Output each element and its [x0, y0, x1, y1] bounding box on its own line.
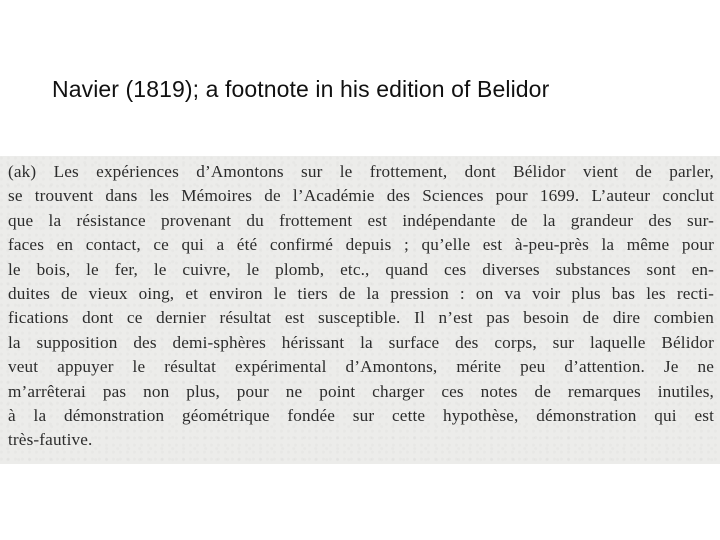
- footnote-line: fications dont ce dernier résultat est susceptible. Il n’est pas besoin de dire combien: [8, 308, 714, 328]
- scanned-footnote-image: [0, 156, 720, 464]
- footnote-line: faces en contact, ce qui a été confirmé depuis ; qu’elle est à-peu-près la même pour: [8, 235, 714, 255]
- footnote-line: veut appuyer le résultat expérimental d’Amontons, mérite peu d’attention. Je ne: [8, 357, 714, 377]
- footnote-text: [8, 160, 714, 453]
- footnote-line: à la démonstration géométrique fondée sur cette hypothèse, démonstration qui est: [8, 405, 714, 425]
- slide-title: Navier (1819); a footnote in his edition of Belidor: [52, 76, 550, 102]
- footnote-line: que la résistance provenant du frottement est indépendante de la grandeur des sur-: [8, 210, 714, 230]
- footnote-line: le bois, le fer, le cuivre, le plomb, etc., quand ces diverses substances sont en-: [8, 259, 714, 279]
- footnote-line: duites de vieux oing, et environ le tiers de la pression : on va voir plus bas les recti-: [8, 283, 714, 303]
- footnote-line: la supposition des demi-sphères hérissant la surface des corps, sur laquelle Bélidor: [8, 332, 714, 352]
- footnote-line: (ak) Les expériences d’Amontons sur le frottement, dont Bélidor vient de parler,: [8, 162, 714, 181]
- footnote-line: m’arrêterai pas non plus, pour ne point charger ces notes de remarques inutiles,: [8, 381, 714, 401]
- footnote-line: très-fautive.: [8, 430, 93, 450]
- footnote-line: se trouvent dans les Mémoires de l’Académie des Sciences pour 1699. L’auteur conclut: [8, 186, 714, 206]
